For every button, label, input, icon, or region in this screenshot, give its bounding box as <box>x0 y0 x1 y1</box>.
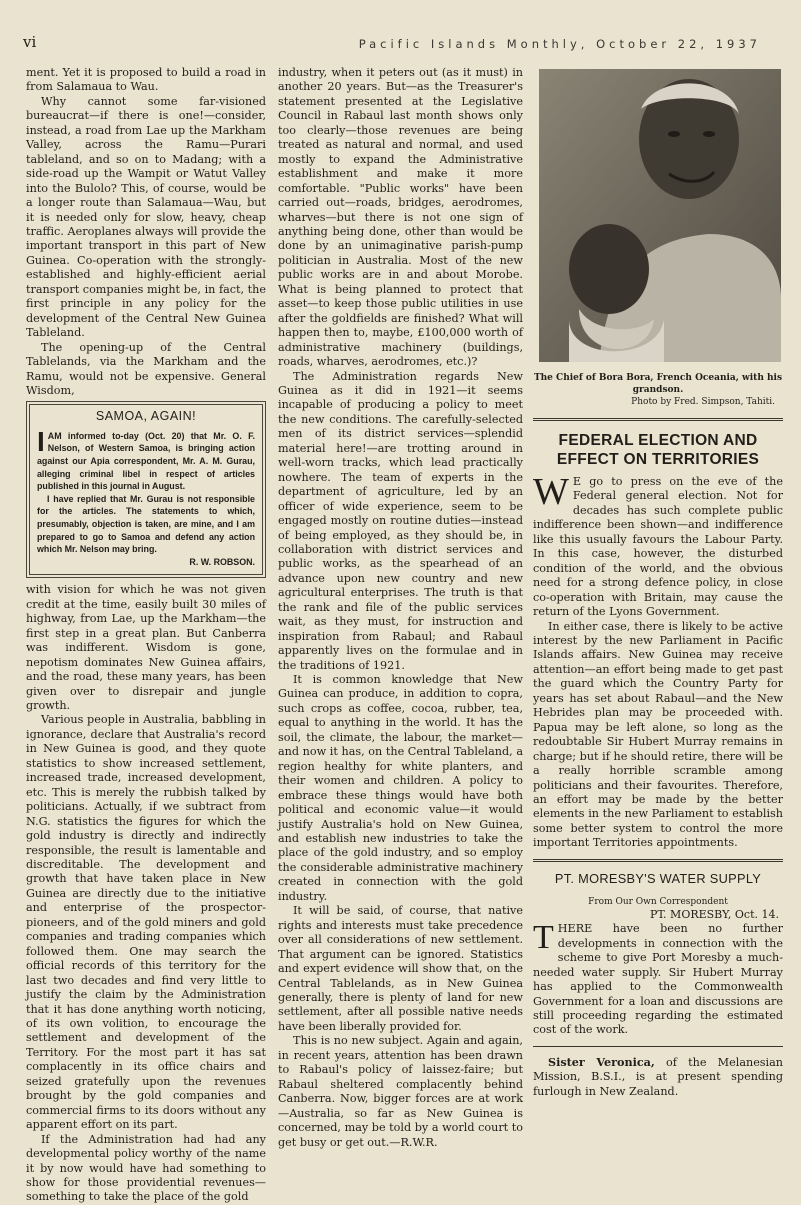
article-paragraph: with vision for which he was not given credit at the time, easily built 30 miles of highway, from Lae, up the Markham—the first step in a great plan. But Canberra was indifferent. Wisdom is gone, nepotism dominates New Guinea affairs, and the road, these many years, has been given over to disrepair and jungle growth. <box>26 583 266 713</box>
article-paragraph: The opening-up of the Central Tablelands, via the Markham and the Ramu, would not be expensive. General Wisdom, <box>26 340 266 397</box>
photo-illustration <box>539 69 781 362</box>
column-right <box>533 66 783 1099</box>
column-left <box>26 66 266 1205</box>
article-paragraph: W E go to press on the eve of the Federal general election. Not for decades has such complete public indifference been shown—and indifference like this usually favours the Labour Party. In this case, however, the disturbed condition of the world, and the obvious need for a strong defence policy, in close co-operation with Britain, may cause the return of the Lyons Government. <box>533 471 783 619</box>
article-paragraph: It is common knowledge that New Guinea can produce, in addition to copra, such crops as coffee, cocoa, rubber, tea, equal to anything in the world. It has the soil, the climate, the labour, the market—and now it has, on the Central Tableland, a region healthy for white planters, and their women and children. A policy to embrace these things would have both political and economic value—it would justify Australia's hold on New Guinea, and establish new industries to take the place of the gold industry, and so employ the considerable administrative machinery created in connection with the gold industry. <box>278 673 523 903</box>
photo-credit: Photo by Fred. Simpson, Tahiti. <box>631 397 775 407</box>
divider <box>533 418 783 421</box>
article-paragraph: industry, when it peters out (as it must) in another 20 years. But—as the Treasurer's statement presented at the Legislative Council in Rabaul last month shows only too clearly—those revenues are being treated as natural and normal, and used mostly to expand the Administrative establishment and make it more comfortable. "Public works" have been carried out—roads, bridges, aerodromes, wharves—but there is not one sign of anything being done, other than would be done by an unimaginative parish-pump politician in Australia. Most of the new public works are in and about Morobe. What is being planned to protect that asset—to keep those public utilities in use after the goldfields are finished? What will happen then to, maybe, £100,000 worth of administrative machinery (buildings, roads, wharves, aerodromes, etc.)? <box>278 66 523 369</box>
article-paragraph: In either case, there is likely to be active interest by the new Parliament in Pacific Islands affairs. New Guinea may receive attention—an effort being made to get past the guard which the Country Party for years has set about Rabaul—and the New Hebrides plan may be proceeded with. Papua may be left alone, so long as the redoubtable Sir Hubert Murray remains in charge; but if he should retire, there will be a really horrible scramble among politicians and their favourites. Therefore, an effort may be made by the better elements in the new Parliament to establish some better system to control the more important Territories appointments. <box>533 619 783 850</box>
federal-drop-letter: W <box>533 471 569 513</box>
samoa-box-paragraph: I have replied that Mr. Gurau is not responsible for the articles. The statements to which, presumably, objection is taken, are mine, and I am prepared to go to Samoa and defend any action which Mr. Nelson may bring. <box>37 493 255 555</box>
samoa-notice-box <box>29 404 263 575</box>
article-paragraph: If the Administration had had any developmental policy worthy of the name it by now would have had something to show for those providential revenues—something to take the place of the gold <box>26 1132 266 1204</box>
samoa-box-paragraph: IAM informed to-day (Oct. 20) that Mr. O. F. Nelson, of Western Samoa, is bringing action against our Apia correspondent, Mr. A. M. Gurau, alleging criminal libel in respect of articles published in this journal in August. <box>37 425 255 492</box>
article-paragraph: Why cannot some far-visioned bureaucrat—if there is one!—consider, instead, a road from Lae up the Markham Valley, across the Ramu—Purari tableland, and so on to Madang; with a side-road up the Wampit or Watut Valley into the Bulolo? This, of course, would be a longer route than Salamaua—Wau, but it is needed only for slow, heavy, cheap traffic. Aeroplanes always will provide the important transport in this part of New Guinea. Co-operation with the strongly-established and highly-efficient aerial transport companies might be, in fact, the first principle in any policy for the development of the Central New Guinea Tableland. <box>26 94 266 340</box>
samoa-box-title: SAMOA, AGAIN! <box>95 409 197 424</box>
article-paragraph: ment. Yet it is proposed to build a road in from Salamaua to Wau. <box>26 66 266 94</box>
article-paragraph: The Administration regards New Guinea as it did in 1921—it seems incapable of producing a policy to meet the new conditions. The carefully-selected men of its district services—splendid material here!—are trotting around in well-worn tracks, which lead practically nowhere. The team of experts in the department of agriculture, led by an officer of wide experience, seem to be engaged mostly on routine duties—instead of being employed, as they should be, in collaboration with district services and public works, as the spearhead of an advance upon new country and new agricultural enterprises. The truth is that the rank and file of the public services wait, as they must, for instruction and inspiration from Rabaul; and Rabaul apparently lives on the formulae and in the traditions of 1921. <box>278 369 523 672</box>
samoa-drop-letter: I <box>37 425 45 457</box>
page-header <box>0 33 801 53</box>
veronica-name: Sister Veronica, <box>548 1054 655 1069</box>
page-number: vi <box>23 33 37 51</box>
article-paragraph: It will be said, of course, that native rights and interests must take precedence over all considerations of new settlement. That argument can be ignored. Statistics and expert evidence will show that, on the Central Tablelands, as in New Guinea generally, there is plenty of land for new settlement, after all possible native needs have been liberally provided for. <box>278 904 523 1033</box>
article-paragraph: Various people in Australia, babbling in ignorance, declare that Australia's record in New Guinea is good, and they quote statistics to show increased settlement, increased trade, increased development, etc. This is merely the rubbish talked by politicians. Actually, if we subtract from N.G. statistics the figures for which the gold industry is directly and indirectly responsible, the result is lamentable and discreditable. The development and growth that have taken place in New Guinea are directly due to the initiative and enterprise of the prospector-pioneers, and of the gold miners and gold companies and trading companies which followed them. One may search the official records of this territory for the last two decades and find very little to justify the claim by the Administration that it has done anything worth noticing, of its own volition, to encourage the settlement and development of the Territory. For the most part it has sat complacently in its office chairs and seized gratefully upon the revenues brought by the gold companies and commercial firms to its doors without any apparent effort on its part. <box>26 713 266 1132</box>
samoa-box-body <box>37 425 255 569</box>
running-title: Pacific Islands Monthly, October 22, 1937 <box>358 37 761 51</box>
photo-caption-block <box>533 372 783 408</box>
veronica-note: Sister Veronica, of the Melanesian Mission, B.S.I., is at present spending furlough in New Zealand. <box>533 1054 784 1098</box>
divider <box>533 1046 783 1047</box>
chief-photo <box>539 69 781 362</box>
federal-election-headline: FEDERAL ELECTION AND EFFECT ON TERRITORIES <box>556 432 760 468</box>
water-dateline: PT. MORESBY, Oct. 14. <box>649 908 779 922</box>
divider <box>533 859 783 862</box>
column-middle <box>278 66 523 1150</box>
photo-caption: The Chief of Bora Bora, French Oceania, with his grandson. <box>533 373 783 395</box>
water-byline: From Our Own Correspondent <box>588 897 728 908</box>
samoa-box-signature: R. W. ROBSON. <box>189 556 255 567</box>
water-drop-letter: T <box>533 919 554 957</box>
article-paragraph: THERE have been no further developments in connection with the scheme to give Port Moresby a much-needed water supply. Sir Hubert Murray has applied to the Commonwealth Government for a loan and discussions are still proceeding regarding the estimated cost of the work. <box>533 919 783 1037</box>
article-paragraph: This is no new subject. Again and again, in recent years, attention has been drawn to Rabaul's policy of laissez-faire; but Rabaul sheltered complacently behind Canberra. Now, bigger forces are at work—Australia, so far as New Guinea is concerned, may be told by a world court to get busy or get out.—R.W.R. <box>278 1034 523 1149</box>
water-supply-headline: PT. MORESBY'S WATER SUPPLY <box>554 870 762 886</box>
